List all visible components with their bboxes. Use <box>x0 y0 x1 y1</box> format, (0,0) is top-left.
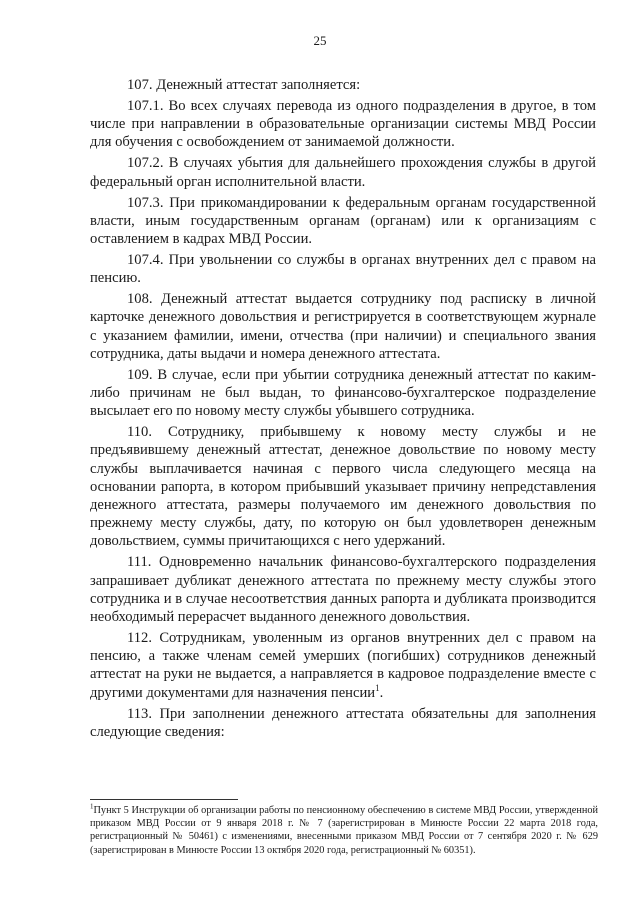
page-number: 25 <box>313 33 327 48</box>
paragraph-107-4: 107.4. При увольнении со службы в органах внутренних дел с правом на пенсию. <box>90 252 596 287</box>
paragraph-109: 109. В случае, если при убытии сотрудника денежный аттестат по каким-либо причинам не был выдан, то финансово-бухгалтерское подразделение высылает его по новому месту службы убывшего сотрудника. <box>90 366 596 420</box>
document-body <box>90 76 596 744</box>
footnote-mark: 1 <box>90 802 94 811</box>
paragraph-107: 107. Денежный аттестат заполняется: <box>127 77 361 93</box>
footnote-reference[interactable]: 1 <box>375 682 380 693</box>
footnote-divider <box>90 799 238 800</box>
paragraph-113: 113. При заполнении денежного аттестата обязательны для заполнения следующие сведения: <box>90 705 596 740</box>
footnote-text: Пункт 5 Инструкции об организации работы по пенсионному обеспечению в системе МВД России, утвержденной приказом МВД России от 9 января 2018 г. № 7 (зарегистрирован в Минюсте России 22 марта 2018 года, регистрационный № 50461) с изменениями, внесенными приказом МВД России от 7 сентября 2020 г. № 629 (зарегистрирован в Минюсте России 13 октября 2020 года, регистрационный № 60351). <box>90 805 598 856</box>
paragraph-112: 112. Сотрудникам, уволенным из органов внутренних дел с правом на пенсию, а также членам семей умерших (погибших) сотрудников денежный аттестат на руки не выдается, а направляется в кадровое подразделение вместе с другими документами для назначения пенсии$^1$. <box>90 630 596 701</box>
paragraph-107-3: 107.3. При прикомандировании к федеральным органам государственной власти, иным государственным органам (органам) или к организациям с оставлением в кадрах МВД России. <box>90 194 596 248</box>
paragraph-108: 108. Денежный аттестат выдается сотруднику под расписку в личной карточке денежного довольствия и регистрируется в соответствующем журнале с указанием фамилии, имени, отчества (при наличии) и специального звания сотрудника, даты выдачи и номера денежного аттестата. <box>90 291 596 362</box>
paragraph-111: 111. Одновременно начальник финансово-бухгалтерского подразделения запрашивает дубликат денежного аттестата по прежнему месту службы этого сотрудника и в случае несоответствия данных рапорта и дубликата производится необходимый перерасчет выданного денежного довольствия. <box>90 554 596 626</box>
paragraph-112-text: 112. Сотрудникам, уволенным из органов внутренних дел с правом на пенсию, а также членам семей умерших (погибших) сотрудников денежный аттестат на руки не выдается, а направляется в кадровое подразделение вместе с другими документами для назначения пенсии <box>90 630 596 701</box>
paragraph-107-1: 107.1. Во всех случаях перевода из одного подразделения в другое, в том числе при направлении в образовательные организации системы МВД России для обучения с освобождением от занимаемой должности. <box>90 98 596 151</box>
paragraph-110: 110. Сотруднику, прибывшему к новому месту службы и не предъявившему денежный аттестат, денежное довольствие по новому месту службы выплачивается начиная с первого числа следующего месяца на основании рапорта, в котором прибывший указывает причину непредставления денежного аттестата, размеры получаемого им денежного довольствия по прежнему месту службы, дату, по которую он был удовлетворен денежным довольствием, суммы причитающихся с него удержаний. <box>90 424 596 550</box>
footnote <box>90 804 598 857</box>
paragraph-107-2: 107.2. В случаях убытия для дальнейшего прохождения службы в другой федеральный орган исполнительной власти. <box>90 155 596 190</box>
